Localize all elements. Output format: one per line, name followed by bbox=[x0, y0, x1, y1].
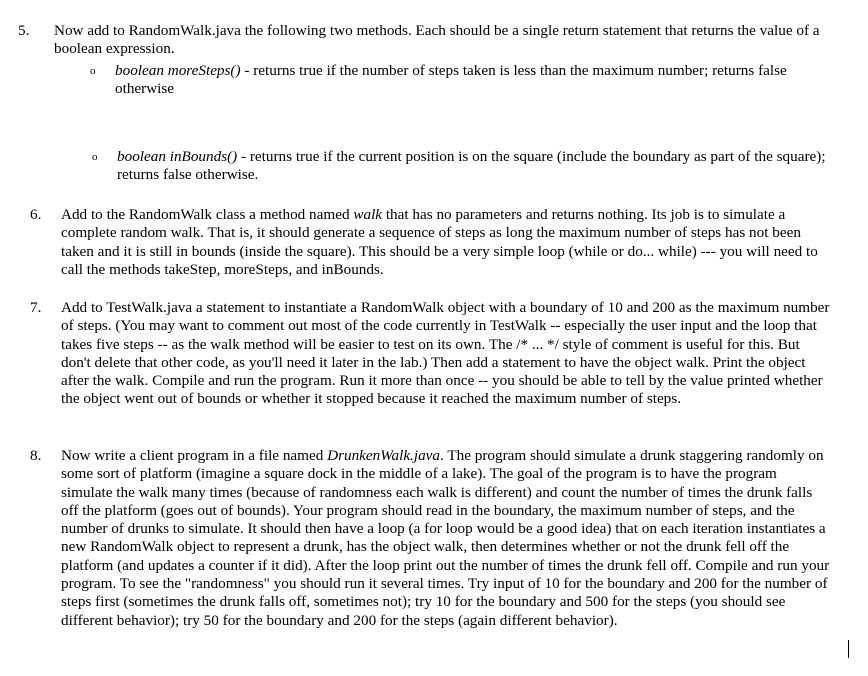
bullet-icon: o bbox=[90, 65, 96, 77]
sub-item-more-steps bbox=[90, 62, 830, 99]
sub-item-text bbox=[115, 62, 830, 99]
method-signature: boolean inBounds() bbox=[117, 148, 238, 165]
list-item-7 bbox=[30, 299, 830, 409]
item-number: 5. bbox=[18, 22, 30, 39]
list-item-8 bbox=[30, 447, 830, 630]
text-cursor bbox=[848, 640, 849, 658]
list-item-6 bbox=[30, 206, 830, 279]
item-number: 6. bbox=[30, 206, 42, 223]
bullet-icon: o bbox=[92, 151, 98, 163]
sub-item-in-bounds bbox=[92, 148, 830, 185]
item-text: Now write a client program in a file named DrunkenWalk.java. The program should simulate a drunk staggering randomly on some sort of platform (imagine a square dock in the middle of a lake). The goal of the program is to have the program simulate the walk many times (because of randomness each walk is different) and count the number of times the drunk falls off the platform (goes out of bounds). Your program should read in the boundary, the maximum number of steps, and the number of drunks to simulate. It should then have a loop (a for loop would be a good idea) that on each iteration instantiates a new RandomWalk object to represent a drunk, has the object walk, then determines whether or not the drunk fell off the platform (and updates a counter if it did). After the loop print out the number of times the drunk fell off. Compile and run your program. To see the "randomness" you should run it several times. Try input of 10 for the boundary and 200 for the number of steps first (sometimes the drunk falls off, sometimes not); try 10 for the boundary and 500 for the steps (you should see different behavior); try 50 for the boundary and 200 for the steps (again different behavior). bbox=[61, 447, 830, 629]
method-name: walk bbox=[353, 206, 383, 223]
method-description: - returns true if the number of steps taken is less than the maximum number; returns false otherwise bbox=[115, 62, 787, 98]
item-text: Add to the RandomWalk class a method named walk that has no parameters and returns nothing. Its job is to simulate a complete random walk. That is, it should generate a sequence of steps as long the maximum number of steps has not been taken and it is still in bounds (inside the square). This should be a very simple loop (while or do... while) --- you will need to call the methods takeStep, moreSteps, and inBounds. bbox=[61, 206, 818, 278]
item-text: Now add to RandomWalk.java the following two methods. Each should be a single return statement that returns the value of a boolean expression. bbox=[54, 22, 820, 58]
item-text: Add to TestWalk.java a statement to instantiate a RandomWalk object with a boundary of 10 and 200 as the maximum number of steps. (You may want to comment out most of the code currently in TestWalk -- especially the user input and the loop that takes five steps -- as the walk method will be easier to test on its own. The /* ... */ style of comment is useful for this. But don't delete that other code, as you'll need it later in the lab.) Then add a statement to have the object walk. Print the object after the walk. Compile and run the program. Run it more than once -- you should be able to tell by the value printed whether the object went out of bounds or whether it stopped because it reached the maximum number of steps. bbox=[61, 299, 830, 408]
method-signature: boolean moreSteps() bbox=[115, 62, 241, 79]
list-item-5 bbox=[18, 22, 838, 59]
sub-item-text bbox=[117, 148, 830, 185]
item-number: 8. bbox=[30, 447, 42, 464]
item-number: 7. bbox=[30, 299, 42, 316]
method-description: - returns true if the current position is on the square (include the boundary as part of the square); returns false otherwise. bbox=[117, 148, 826, 184]
file-name: DrunkenWalk.java bbox=[327, 447, 441, 464]
